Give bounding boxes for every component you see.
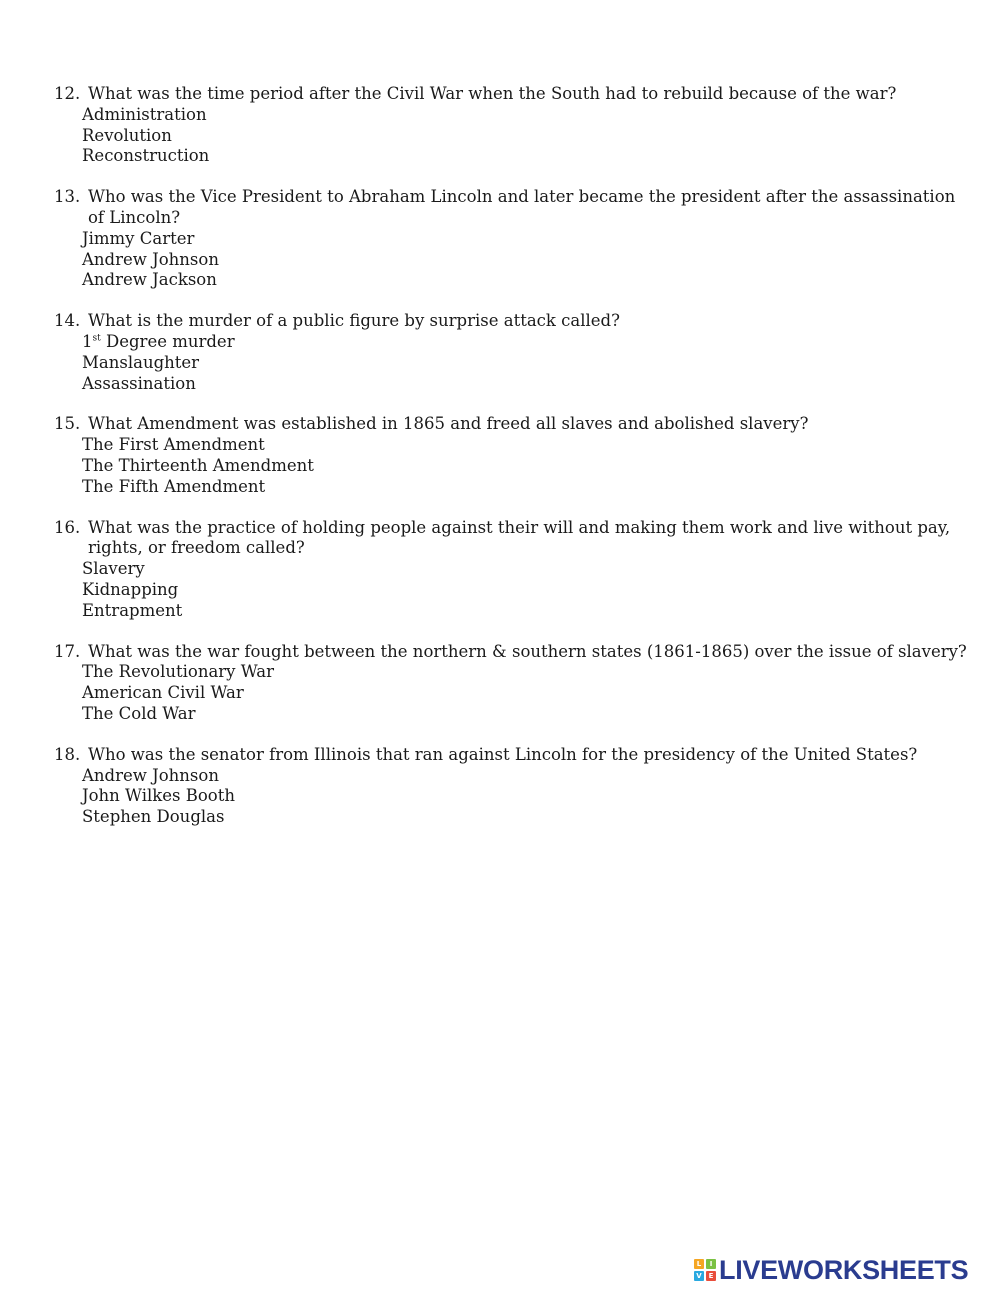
- answer-options: [54, 559, 974, 621]
- question-16: [54, 518, 974, 622]
- answer-option[interactable]: Andrew Johnson: [82, 249, 219, 269]
- answer-options: [54, 332, 974, 394]
- answer-option[interactable]: Entrapment: [82, 600, 183, 620]
- answer-option[interactable]: American Civil War: [82, 683, 244, 703]
- question-number: 14.: [54, 311, 81, 331]
- answer-option[interactable]: Administration: [82, 104, 207, 124]
- logo-block: E: [706, 1271, 716, 1281]
- answer-option[interactable]: Assassination: [82, 373, 196, 393]
- answer-option[interactable]: Stephen Douglas: [82, 807, 225, 827]
- question-number: 15.: [54, 414, 81, 434]
- option-ordinal-base: 1: [82, 331, 93, 351]
- answer-option[interactable]: Andrew Johnson: [82, 765, 219, 785]
- answer-option[interactable]: Revolution: [82, 125, 172, 145]
- question-text: Who was the senator from Illinois that ran against Lincoln for the presidency of the United States?: [88, 744, 918, 764]
- answer-option[interactable]: Slavery: [82, 559, 145, 579]
- question-18: [54, 745, 974, 828]
- answer-option[interactable]: Manslaughter: [82, 352, 200, 372]
- answer-option[interactable]: The Cold War: [82, 703, 196, 723]
- answer-option[interactable]: Reconstruction: [82, 146, 210, 166]
- answer-option[interactable]: The First Amendment: [82, 435, 265, 455]
- question-number: 16.: [54, 517, 81, 537]
- answer-option[interactable]: Andrew Jackson: [82, 270, 217, 290]
- question-text: Who was the Vice President to Abraham Lincoln and later became the president after the assassination of Lincoln?: [88, 187, 956, 227]
- logo-blocks-icon: [694, 1259, 716, 1281]
- question-13: [54, 187, 974, 291]
- question-text: What was the practice of holding people against their will and making them work and live without pay, rights, or freedom called?: [88, 517, 951, 558]
- answer-options: [54, 766, 974, 828]
- question-text: What was the war fought between the northern & southern states (1861-1865) over the issue of slavery?: [88, 641, 967, 661]
- answer-option[interactable]: John Wilkes Booth: [82, 786, 235, 806]
- answer-options: [54, 435, 974, 497]
- question-14: [54, 311, 974, 394]
- question-number: 12.: [54, 84, 81, 103]
- answer-options: [54, 229, 974, 291]
- logo-block: V: [694, 1271, 704, 1281]
- answer-options: [54, 662, 974, 724]
- answer-option[interactable]: [82, 332, 974, 353]
- worksheet: [54, 84, 974, 848]
- answer-option[interactable]: The Revolutionary War: [82, 662, 274, 682]
- answer-option[interactable]: Jimmy Carter: [82, 228, 195, 248]
- question-text: What was the time period after the Civil War when the South had to rebuild because of the war?: [88, 84, 897, 103]
- logo-block: L: [694, 1259, 704, 1269]
- question-17: [54, 642, 974, 725]
- question-number: 17.: [54, 641, 81, 661]
- question-text: What is the murder of a public figure by surprise attack called?: [88, 311, 620, 331]
- logo-block: I: [706, 1259, 716, 1269]
- question-number: 18.: [54, 744, 81, 764]
- question-number: 13.: [54, 187, 81, 207]
- question-12: [54, 84, 974, 167]
- question-text: What Amendment was established in 1865 and freed all slaves and abolished slavery?: [88, 414, 809, 434]
- logo-text: LIVEWORKSHEETS: [719, 1255, 969, 1285]
- answer-options: [54, 105, 974, 167]
- answer-option[interactable]: Kidnapping: [82, 579, 179, 599]
- liveworksheets-logo: [694, 1257, 968, 1283]
- option-ordinal-rest: Degree murder: [100, 331, 235, 351]
- answer-option[interactable]: The Thirteenth Amendment: [82, 455, 314, 475]
- question-15: [54, 414, 974, 497]
- answer-option[interactable]: The Fifth Amendment: [82, 476, 266, 496]
- option-ordinal-suffix: st: [92, 333, 101, 344]
